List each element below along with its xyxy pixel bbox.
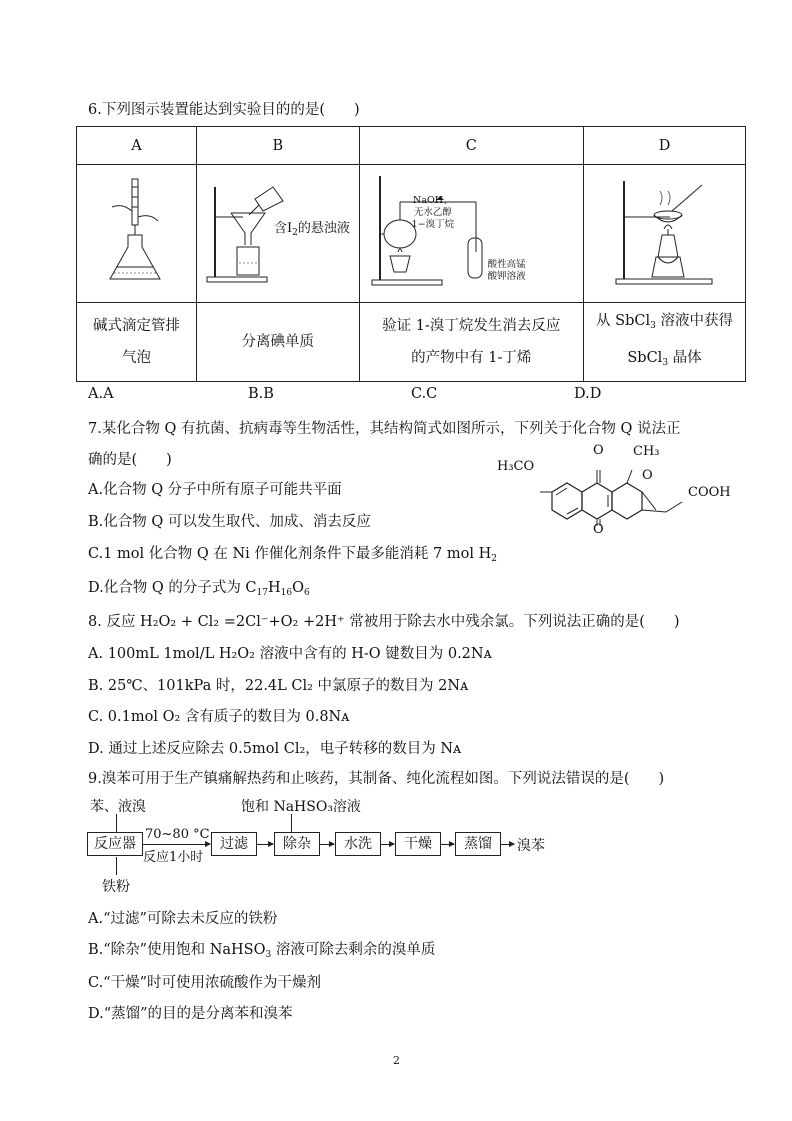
- label-iodine-suspension: 含$I_2$的悬浊液: [274, 221, 350, 238]
- flow-arrow-down-1: [116, 814, 117, 832]
- q6-option-a: A.A: [88, 386, 114, 402]
- apparatus-a: [77, 165, 197, 303]
- q6-option-d: D.D: [574, 386, 602, 402]
- desc-c: 验证 1-溴丁烷发生消去反应 的产物中有 1-丁烯: [359, 303, 583, 382]
- q8-option-c: C. 0.1mol O₂ 含有质子的数目为 0.8Nᴀ: [88, 709, 350, 725]
- q9-option-c: C.“干燥”时可使用浓硫酸作为干燥剂: [88, 975, 322, 991]
- desc-b: 分离碘单质: [197, 303, 360, 382]
- q6-option-c: C.C: [411, 386, 438, 402]
- flow-input-bottom: 铁粉: [102, 879, 130, 895]
- header-d: D: [584, 127, 746, 165]
- apparatus-d: [584, 165, 746, 303]
- struct-h3co: H₃CO: [497, 459, 535, 474]
- flow-step-distill: 蒸馏: [455, 832, 501, 856]
- q7-option-d: D.化合物 Q 的分子式为 $C_{17}H_{16}O_6$: [88, 580, 310, 598]
- q9-option-a: A.“过滤”可除去未反应的铁粉: [88, 911, 278, 927]
- q6-stem: 6.下列图示装置能达到实验目的的是( ): [88, 102, 360, 118]
- struct-o-ring: O: [642, 468, 653, 483]
- q9-stem: 9.溴苯可用于生产镇痛解热药和止咳药，其制备、纯化流程如图。下列说法错误的是( ): [88, 771, 665, 787]
- apparatus-b: [197, 165, 360, 303]
- q7-option-a: A.化合物 Q 分子中所有原子可能共平面: [88, 482, 342, 498]
- flow-line-iron: [116, 857, 117, 875]
- q9-option-b: B.“除杂”使用饱和 NaHSO$_3$ 溶液可除去剩余的溴单质: [88, 942, 436, 960]
- flow-arrow-5: [440, 844, 454, 845]
- label-c-reagents: NaOH、 无水乙醇 1−溴丁烷: [411, 195, 455, 230]
- burette-flask-image: [102, 177, 172, 287]
- flow-input-top: 苯、液溴: [90, 799, 146, 815]
- header-a: A: [77, 127, 197, 165]
- header-c: C: [359, 127, 583, 165]
- q7-stem-line2: 确的是( ): [88, 452, 172, 468]
- flow-arrow-4: [380, 844, 394, 845]
- flow-step-reactor: 反应器: [87, 832, 143, 856]
- flow-arrow-2: [256, 844, 273, 845]
- q6-table: [76, 126, 746, 382]
- flow-step-filter: 过滤: [211, 832, 257, 856]
- evaporation-image: [610, 177, 720, 287]
- q8-stem: 8. 反应 H₂O₂ + Cl₂ =2Cl⁻+O₂ +2H⁺ 常被用于除去水中残余氯。下列说法正确的是( ): [88, 614, 680, 630]
- q8-option-d: D. 通过上述反应除去 0.5mol Cl₂，电子转移的数目为 Nᴀ: [88, 741, 462, 757]
- q7-option-b: B.化合物 Q 可以发生取代、加成、消去反应: [88, 514, 371, 530]
- struct-o-top: O: [593, 443, 604, 458]
- q7-stem-line1: 7.某化合物 Q 有抗菌、抗病毒等生物活性，其结构简式如图所示，下列关于化合物 Q 说法正: [88, 421, 681, 437]
- flow-arrow-1: [142, 844, 210, 845]
- flow-step-dry: 干燥: [395, 832, 441, 856]
- struct-ch3: CH₃: [633, 444, 660, 459]
- flow-step-wash: 水洗: [335, 832, 381, 856]
- flow-cond1: 70~80 °C: [145, 827, 210, 842]
- desc-d: 从 SbCl$_3$ 溶液中获得 SbCl$_3$ 晶体: [584, 303, 746, 382]
- flow-reagent: 饱和 NaHSO₃溶液: [241, 799, 361, 815]
- elimination-apparatus-image: [366, 172, 576, 292]
- flow-product: 溴苯: [517, 838, 545, 854]
- compound-q-structure: [492, 440, 752, 540]
- label-c-kmno4: 酸性高锰 酸钾溶液: [487, 259, 526, 282]
- desc-a: 碱式滴定管排 气泡: [77, 303, 197, 382]
- struct-o-bottom: O: [593, 522, 604, 537]
- page-number: 2: [393, 1054, 400, 1067]
- struct-cooh: COOH: [688, 485, 731, 500]
- flow-cond2: 反应1小时: [143, 850, 204, 865]
- q6-option-b: B.B: [248, 386, 274, 402]
- flow-arrow-down-2: [291, 814, 292, 832]
- q7-option-c: C.1 mol 化合物 Q 在 Ni 作催化剂条件下最多能消耗 7 mol $H_2$: [88, 546, 497, 564]
- q8-option-b: B. 25℃、101kPa 时，22.4L Cl₂ 中氯原子的数目为 2Nᴀ: [88, 678, 469, 694]
- apparatus-c: [359, 165, 583, 303]
- flow-step-purify: 除杂: [274, 832, 320, 856]
- q9-option-d: D.“蒸馏”的目的是分离苯和溴苯: [88, 1006, 293, 1022]
- flow-arrow-6: [500, 844, 514, 845]
- header-b: B: [197, 127, 360, 165]
- flow-arrow-3: [319, 844, 334, 845]
- q8-option-a: A. 100mL 1mol/L H₂O₂ 溶液中含有的 H-O 键数目为 0.2Nᴀ: [88, 646, 492, 662]
